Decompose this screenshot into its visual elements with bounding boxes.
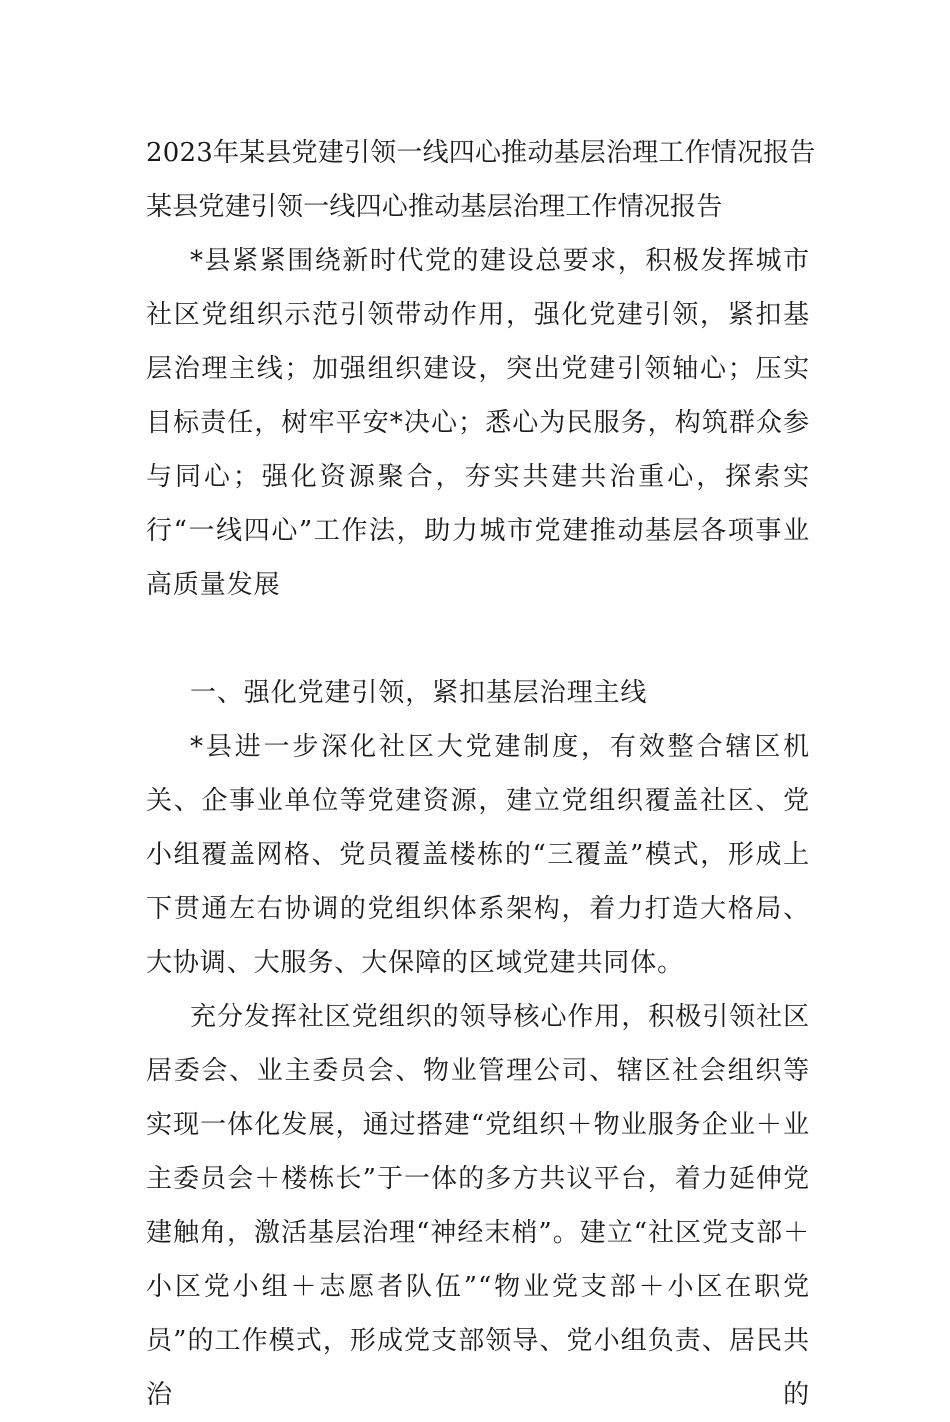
body-paragraph: 充分发挥社区党组织的领导核心作用，积极引领社区居委会、业主委员会、物业管理公司、辖区社会组织等实现一体化发展，通过搭建“党组织＋物业服务企业＋业主委员会＋楼栋长”于一体的多方共议平台，着力延伸党建触角，激活基层治理“神经末梢”。建立“社区党支部＋小区党小组＋志愿者队伍”“物业党支部＋小区在职党员”的工作模式，形成党支部领导、党小组负责、居民共治的	[146, 1002, 810, 1410]
body-paragraph: *县进一步深化社区大党建制度，有效整合辖区机关、企事业单位等党建资源，建立党组织覆盖社区、党小组覆盖网格、党员覆盖楼栋的“三覆盖”模式，形成上下贯通左右协调的党组织体系架构，着力打造大格局、大协调、大服务、大保障的区域党建共同体。	[146, 732, 810, 978]
document-subtitle: 某县党建引领一线四心推动基层治理工作情况报告	[146, 192, 723, 222]
document-body	[146, 126, 816, 1422]
document-title: 2023年某县党建引领一线四心推动基层治理工作情况报告	[146, 138, 816, 168]
section-heading: 一、强化党建引领，紧扣基层治理主线	[190, 678, 648, 708]
paragraph-spacer	[146, 612, 810, 666]
intro-paragraph: *县紧紧围绕新时代党的建设总要求，积极发挥城市社区党组织示范引领带动作用，强化党建引领，紧扣基层治理主线；加强组织建设，突出党建引领轴心；压实目标责任，树牢平安*决心；悉心为民服务，构筑群众参与同心；强化资源聚合，夯实共建共治重心，探索实行“一线四心”工作法，助力城市党建推动基层各项事业高质量发展	[146, 246, 810, 600]
